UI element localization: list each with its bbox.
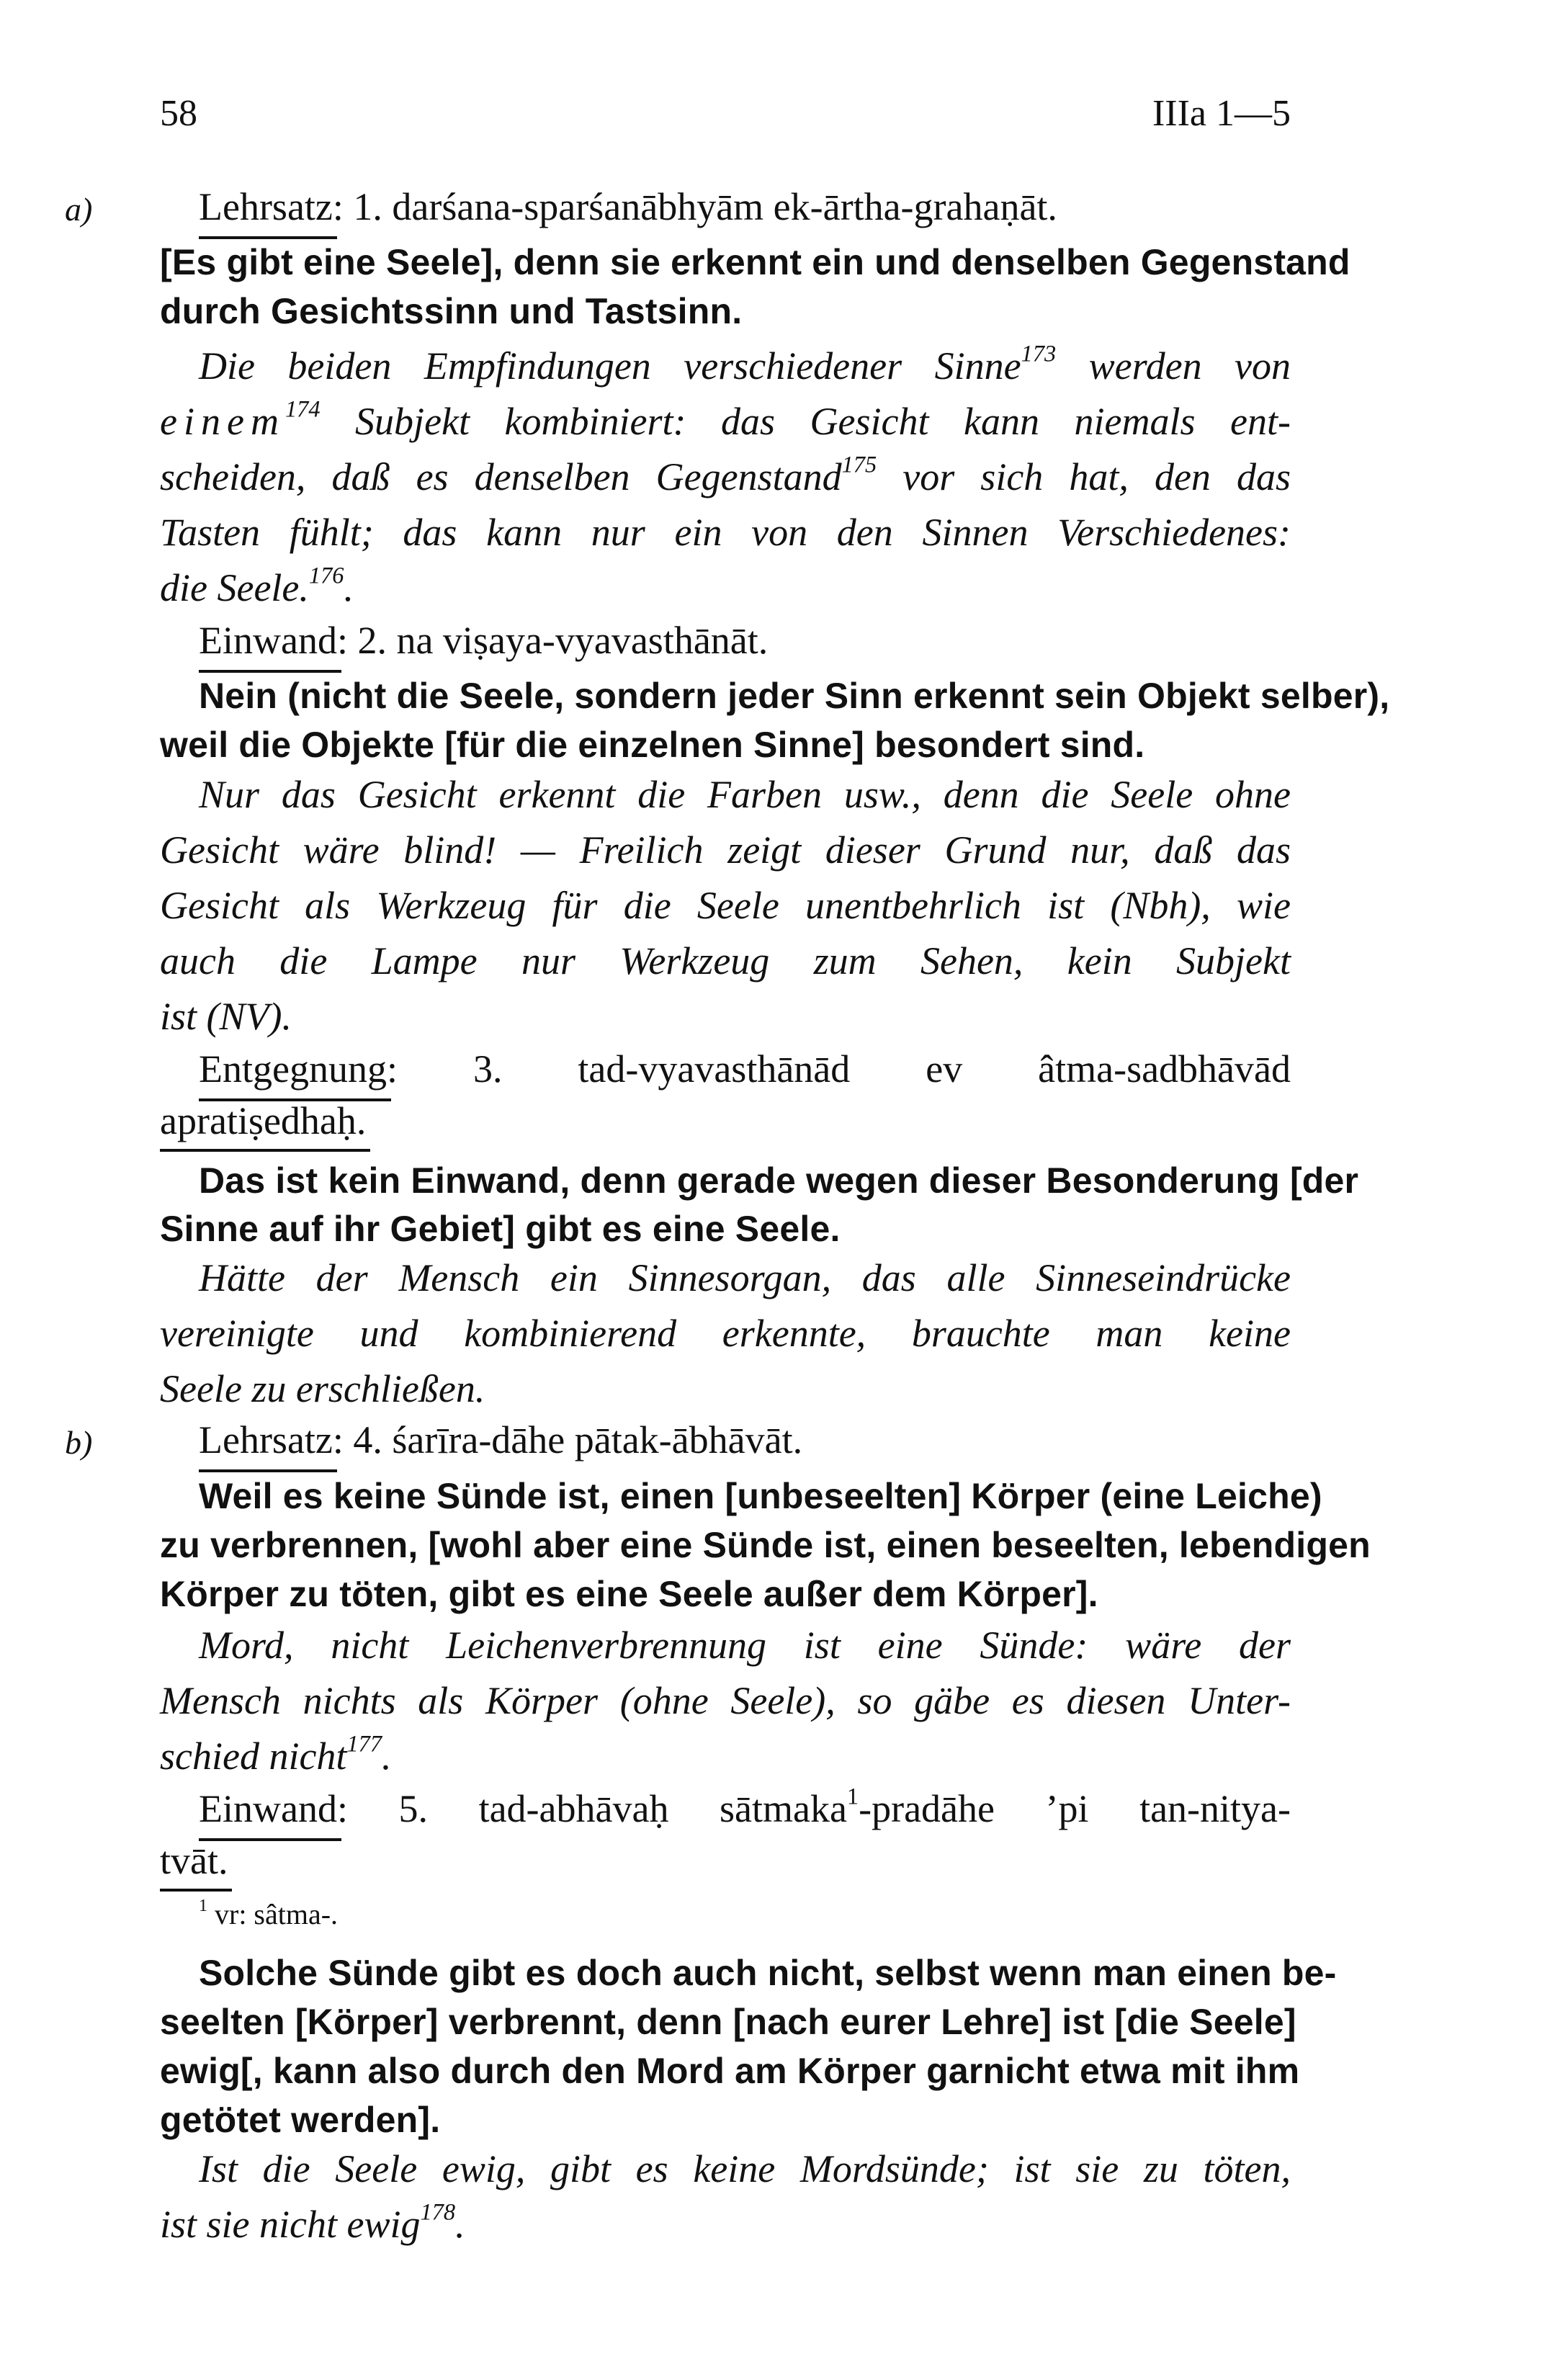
bold-translation-3-line-2: Sinne auf ihr Gebiet] gibt es eine Seele. [160, 1209, 841, 1249]
lehrsatz-4-keyword: Lehrsatz [199, 1418, 333, 1462]
einwand-2-sutra: 2. na viṣaya-vyavasthānāt. [347, 619, 769, 662]
lehrsatz-1-sutra: 1. darśana-sparśanābhyām ek-ārtha-grahaṇāt. [343, 185, 1057, 228]
section-marker-b: b) [65, 1424, 93, 1461]
entgegnung-3-sutra: 3. tad-vyavasthānād ev âtma-sadbhāvād [397, 1047, 1291, 1091]
page-header [160, 92, 1291, 150]
running-head: IIIa 1—5 [1152, 93, 1291, 134]
bold-translation-5-line-1: Solche Sünde gibt es doch auch nicht, selbst wenn man einen be- [199, 1953, 1337, 1993]
einwand-5-keyword: Einwand [199, 1786, 337, 1831]
commentary-2-line-3: Gesicht als Werkzeug für die Seele unentbehrlich ist (Nbh), wie [160, 884, 1291, 927]
einwand-5-line-1: Einwand : 5. tad-abhāvaḥ sātmaka$^1$-pradāhe ’pi tan-nitya- [199, 1786, 1291, 1831]
commentary-1-line-1: Die beiden Empfindungen verschiedener Sinne$^{173}$ werden von [199, 341, 1291, 388]
commentary-1-line-5: die Seele.$^{176}$. [160, 563, 354, 609]
commentary-2-line-4: auch die Lampe nur Werkzeug zum Sehen, kein Subjekt [160, 939, 1291, 982]
lehrsatz-4-sutra: 4. śarīra-dāhe pātak-ābhāvāt. [343, 1418, 803, 1461]
entgegnung-3-line-1: Entgegnung : 3. tad-vyavasthānād ev âtma-sadbhāvād [199, 1047, 1291, 1091]
entgegnung-3-line-2: apratiṣedhaḥ. [160, 1098, 366, 1143]
commentary-1-line-4: Tasten fühlt; das kann nur ein von den Sinnen Verschiedenes: [160, 511, 1291, 554]
lehrsatz-1: a) Lehrsatz : 1. darśana-sparśanābhyām ek-ārtha-grahaṇāt. [199, 184, 1057, 229]
commentary-1-line-2: einem$^{174}$ Subjekt kombiniert: das Gesicht kann niemals ent- [160, 396, 1291, 443]
bold-translation-1-line-1: [Es gibt eine Seele], denn sie erkennt ein und denselben Gegenstand [160, 242, 1350, 282]
bold-translation-4-line-2: zu verbrennen, [wohl aber eine Sünde ist, einen beseelten, lebendigen [160, 1525, 1371, 1565]
einwand-2: Einwand : 2. na viṣaya-vyavasthānāt. [199, 618, 768, 663]
commentary-1-line-3: scheiden, daß es denselben Gegenstand$^{175}$ vor sich hat, den das [160, 452, 1291, 498]
bold-translation-3-line-1: Das ist kein Einwand, denn gerade wegen dieser Besonderung [der [199, 1160, 1359, 1201]
commentary-4-line-3: schied nicht$^{177}$. [160, 1731, 392, 1778]
commentary-3-line-2: vereinigte und kombinierend erkennte, brauchte man keine [160, 1312, 1291, 1355]
einwand-2-keyword: Einwand [199, 618, 337, 663]
bold-translation-4-line-1: Weil es keine Sünde ist, einen [unbeseelten] Körper (eine Leiche) [199, 1476, 1322, 1516]
bold-translation-4-line-3: Körper zu töten, gibt es eine Seele außer dem Körper]. [160, 1574, 1098, 1614]
commentary-2-line-5: ist (NV). [160, 995, 292, 1038]
bold-translation-2-line-2: weil die Objekte [für die einzelnen Sinne] besondert sind. [160, 725, 1145, 765]
variant-reading-footnote: $^1$ vr: sâtma-. [199, 1897, 339, 1930]
bold-translation-5-line-4: getötet werden]. [160, 2100, 441, 2140]
bold-translation-1-line-2: durch Gesichtssinn und Tastsinn. [160, 291, 743, 331]
commentary-4-line-1: Mord, nicht Leichenverbrennung ist eine Sünde: wäre der [199, 1624, 1291, 1667]
lehrsatz-4: b) Lehrsatz : 4. śarīra-dāhe pātak-ābhāvāt. [199, 1418, 802, 1462]
bold-translation-5-line-3: ewig[, kann also durch den Mord am Körper garnicht etwa mit ihm [160, 2051, 1300, 2091]
bold-translation-2-line-1: Nein (nicht die Seele, sondern jeder Sinn erkennt sein Objekt selber), [199, 676, 1390, 716]
section-marker-a: a) [65, 191, 93, 228]
commentary-2-line-1: Nur das Gesicht erkennt die Farben usw., denn die Seele ohne [199, 773, 1291, 816]
commentary-5-line-1: Ist die Seele ewig, gibt es keine Mordsünde; ist sie zu töten, [199, 2147, 1291, 2190]
page-number: 58 [160, 93, 197, 134]
commentary-3-line-3: Seele zu erschließen. [160, 1367, 485, 1410]
bold-translation-5-line-2: seelten [Körper] verbrennt, denn [nach eurer Lehre] ist [die Seele] [160, 2002, 1296, 2042]
einwand-5-line-2: tvāt. [160, 1838, 228, 1883]
commentary-3-line-1: Hätte der Mensch ein Sinnesorgan, das alle Sinneseindrücke [199, 1256, 1291, 1299]
einwand-5-sutra: 5. tad-abhāvaḥ sātmaka$^1$-pradāhe ’pi tan-nitya- [347, 1783, 1291, 1830]
entgegnung-3-keyword: Entgegnung [199, 1047, 387, 1091]
lehrsatz-1-keyword: Lehrsatz [199, 184, 333, 229]
commentary-4-line-2: Mensch nichts als Körper (ohne Seele), so gäbe es diesen Unter- [160, 1679, 1291, 1722]
commentary-5-line-2: ist sie nicht ewig$^{178}$. [160, 2199, 465, 2246]
commentary-2-line-2: Gesicht wäre blind! — Freilich zeigt dieser Grund nur, daß das [160, 828, 1291, 872]
